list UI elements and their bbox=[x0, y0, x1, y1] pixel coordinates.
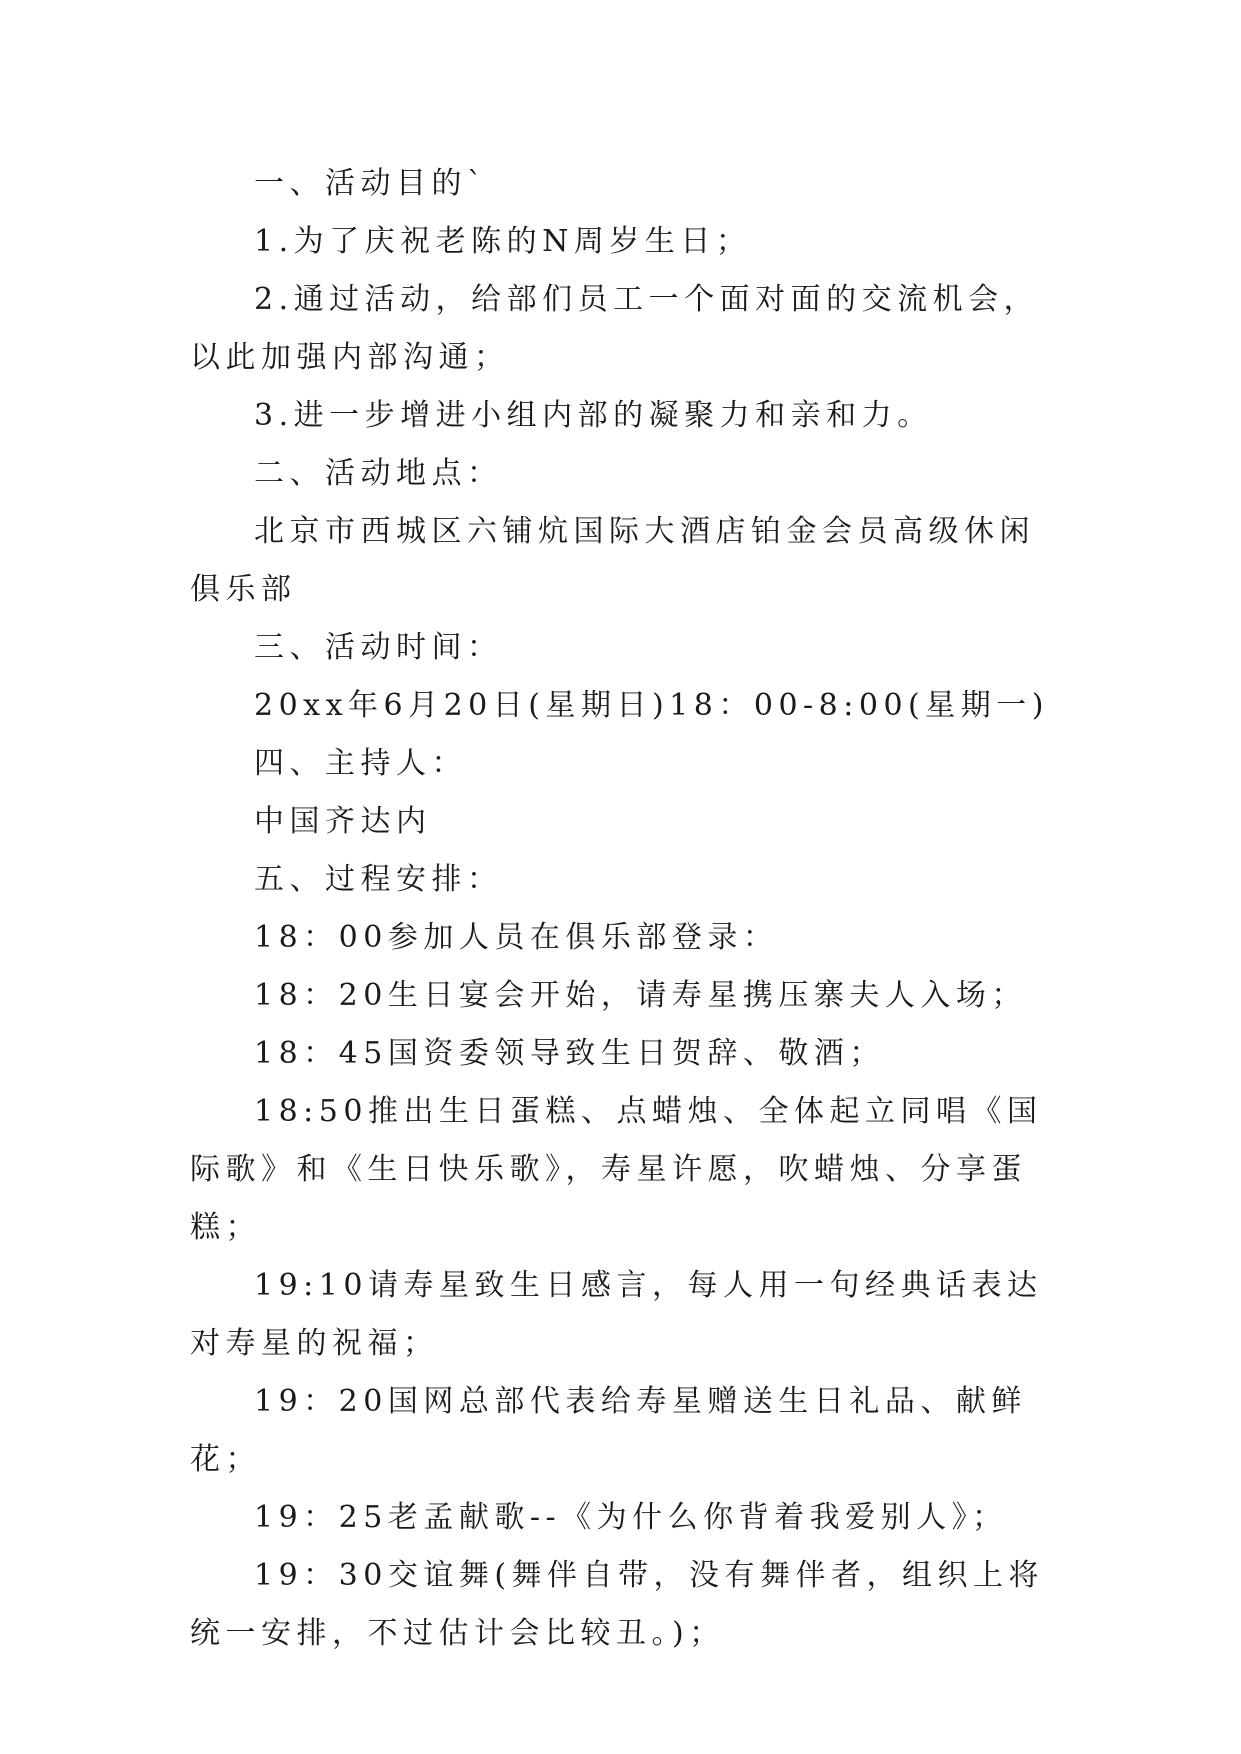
schedule-item: 19：25老孟献歌--《为什么你背着我爱别人》； bbox=[254, 1500, 1008, 1535]
paragraph: 1.为了庆祝老陈的N周岁生日； bbox=[254, 224, 752, 259]
section-heading-schedule: 五、过程安排： bbox=[254, 862, 503, 897]
paragraph: 3.进一步增进小组内部的凝聚力和亲和力。 bbox=[254, 398, 933, 433]
paragraph: 2.通过活动，给部们员工一个面对面的交流机会，以此加强内部沟通； bbox=[190, 282, 1040, 375]
schedule-item: 18：00参加人员在俱乐部登录： bbox=[254, 920, 779, 955]
schedule-item: 18：45国资委领导致生日贺辞、敬酒； bbox=[254, 1036, 885, 1071]
schedule-item: 19：30交谊舞(舞伴自带，没有舞伴者，组织上将统一安排，不过估计会比较丑。)； bbox=[190, 1558, 1045, 1651]
paragraph: 20xx年6月20日(星期日)18：00-8:00(星期一) bbox=[254, 688, 1049, 723]
schedule-item: 18：20生日宴会开始，请寿星携压寨夫人入场； bbox=[254, 978, 1027, 1013]
paragraph: 中国齐达内 bbox=[254, 804, 432, 839]
section-heading-host: 四、主持人： bbox=[254, 746, 467, 781]
schedule-item: 18:50推出生日蛋糕、点蜡烛、全体起立同唱《国际歌》和《生日快乐歌》，寿星许愿，吹蜡烛、分享蛋糕； bbox=[190, 1094, 1043, 1245]
schedule-item: 19:10请寿星致生日感言，每人用一句经典话表达对寿星的祝福； bbox=[190, 1268, 1043, 1361]
paragraph: 北京市西城区六铺炕国际大酒店铂金会员高级休闲俱乐部 bbox=[190, 514, 1035, 607]
document-body bbox=[190, 155, 1050, 1663]
schedule-item: 19：20国网总部代表给寿星赠送生日礼品、献鲜花； bbox=[190, 1384, 1027, 1477]
section-heading-time: 三、活动时间： bbox=[254, 630, 503, 665]
section-heading-location: 二、活动地点： bbox=[254, 456, 503, 491]
section-heading-purpose: 一、活动目的` bbox=[254, 166, 488, 201]
